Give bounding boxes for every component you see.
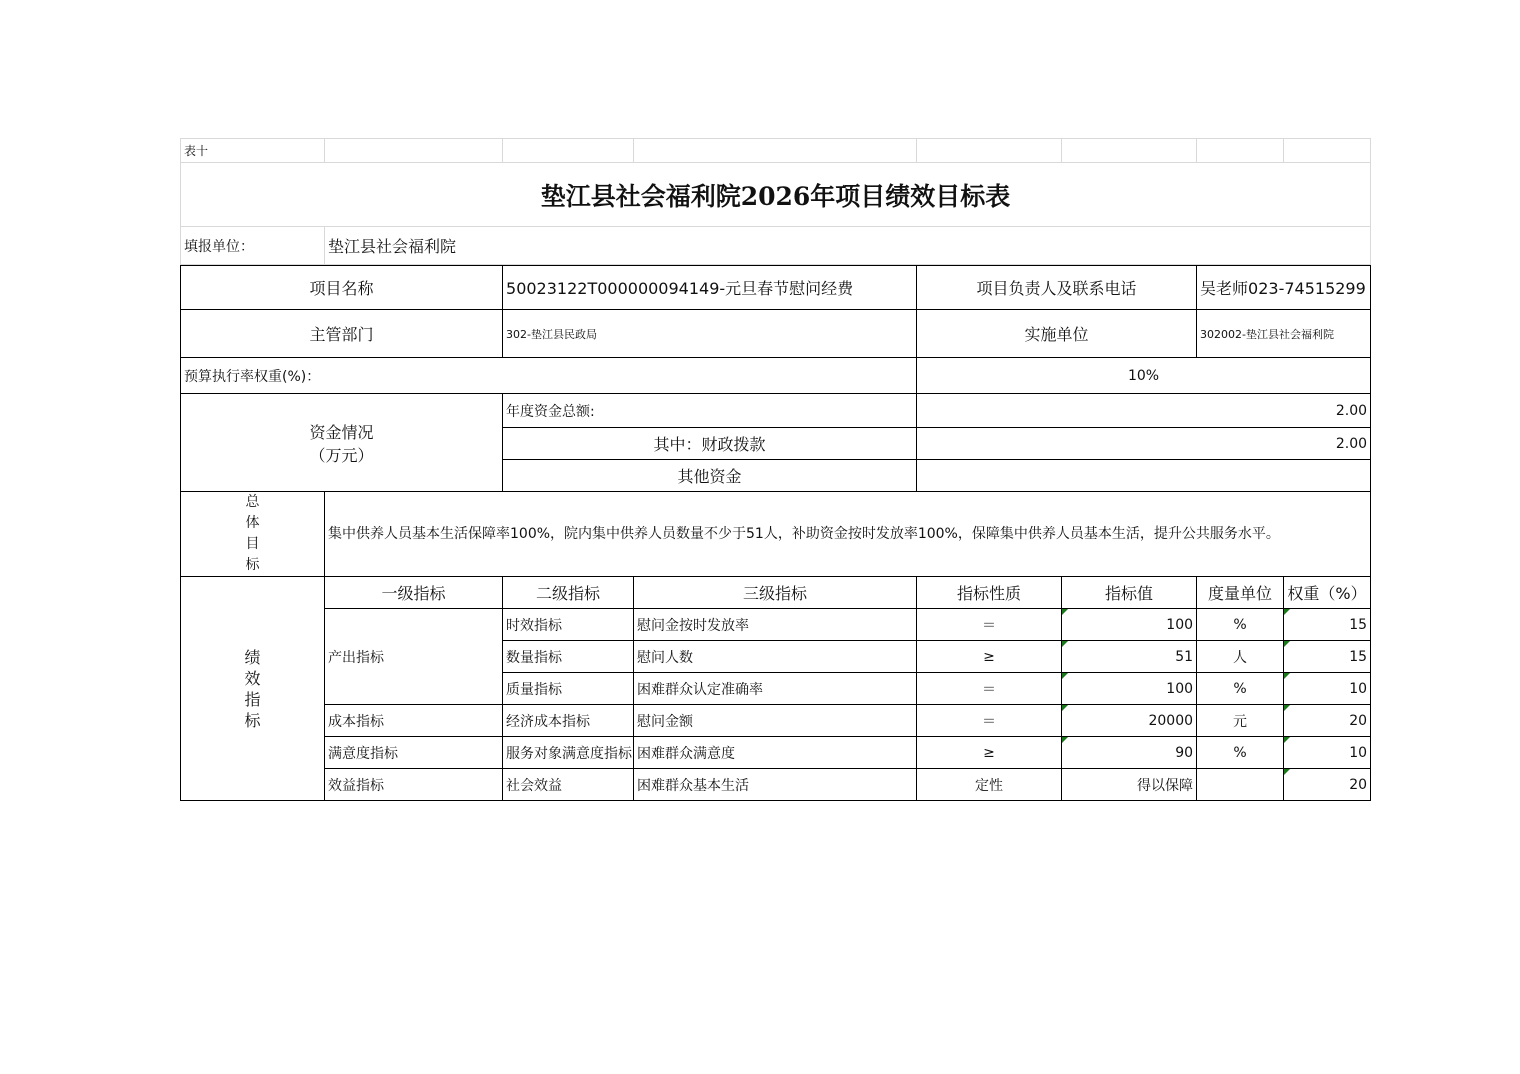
weight-cell: 20 [1284, 769, 1371, 801]
weight-cell: 10 [1284, 737, 1371, 769]
nature-cell: 定性 [917, 769, 1062, 801]
header-level2: 二级指标 [503, 577, 634, 609]
funds-label-line1: 资金情况 [309, 422, 374, 442]
weight-cell: 20 [1284, 705, 1371, 737]
impl-unit-label: 实施单位 [917, 310, 1197, 358]
funds-total-value: 2.00 [917, 394, 1371, 428]
indicators-section-label-text: 绩效指标 [244, 647, 261, 730]
weight-cell: 10 [1284, 673, 1371, 705]
project-contact-value: 吴老师023-74515299 [1197, 266, 1371, 310]
dept-label: 主管部门 [181, 310, 503, 358]
overall-goal-label [181, 492, 325, 577]
value-cell: 51 [1062, 641, 1197, 673]
funds-other-label: 其他资金 [503, 460, 917, 492]
funds-label-line2: （万元） [309, 445, 374, 465]
unit-cell [1197, 769, 1284, 801]
dept-value: 302-垫江县民政局 [503, 310, 917, 358]
level1-output: 产出指标 [325, 609, 503, 705]
header-weight: 权重（%） [1284, 577, 1371, 609]
unit-cell: % [1197, 673, 1284, 705]
nature-cell: ≥ [917, 737, 1062, 769]
sheet-label: 表十 [181, 139, 325, 163]
weight-cell: 15 [1284, 641, 1371, 673]
header-nature: 指标性质 [917, 577, 1062, 609]
fill-unit-label: 填报单位： [181, 227, 325, 265]
table-row [181, 737, 1371, 769]
value-cell: 20000 [1062, 705, 1197, 737]
header-level3: 三级指标 [634, 577, 917, 609]
table-row [181, 769, 1371, 801]
value-cell: 90 [1062, 737, 1197, 769]
nature-cell: ＝ [917, 673, 1062, 705]
table-row [181, 705, 1371, 737]
value-cell: 100 [1062, 673, 1197, 705]
overall-goal-label-text: 总体目标 [245, 494, 260, 573]
performance-target-table [180, 138, 1371, 265]
funds-total-label: 年度资金总额: [503, 394, 917, 428]
table-row [181, 609, 1371, 641]
funds-label [181, 394, 503, 492]
project-name-value: 50023122T000000094149-元旦春节慰问经费 [503, 266, 917, 310]
level1-cell: 满意度指标 [325, 737, 503, 769]
project-info-table [180, 265, 1371, 801]
indicators-section-label [181, 577, 325, 801]
budget-rate-value: 10% [917, 358, 1371, 394]
level2-cell: 质量指标 [503, 673, 634, 705]
nature-cell: ＝ [917, 609, 1062, 641]
level3-cell: 困难群众基本生活 [634, 769, 917, 801]
project-contact-label: 项目负责人及联系电话 [917, 266, 1197, 310]
level3-cell: 慰问金按时发放率 [634, 609, 917, 641]
header-level1: 一级指标 [325, 577, 503, 609]
unit-cell: % [1197, 737, 1284, 769]
level2-cell: 社会效益 [503, 769, 634, 801]
impl-unit-value: 302002-垫江县社会福利院 [1197, 310, 1371, 358]
overall-goal-text: 集中供养人员基本生活保障率100%，院内集中供养人员数量不少于51人，补助资金按时发放率100%，保障集中供养人员基本生活，提升公共服务水平。 [325, 492, 1371, 577]
level1-cell: 效益指标 [325, 769, 503, 801]
header-value: 指标值 [1062, 577, 1197, 609]
level3-cell: 困难群众满意度 [634, 737, 917, 769]
level3-cell: 慰问金额 [634, 705, 917, 737]
funds-fiscal-label: 其中：财政拨款 [503, 428, 917, 460]
funds-fiscal-value: 2.00 [917, 428, 1371, 460]
nature-cell: ＝ [917, 705, 1062, 737]
nature-cell: ≥ [917, 641, 1062, 673]
value-cell: 100 [1062, 609, 1197, 641]
unit-cell: 元 [1197, 705, 1284, 737]
level2-cell: 数量指标 [503, 641, 634, 673]
level2-cell: 时效指标 [503, 609, 634, 641]
budget-rate-label: 预算执行率权重(%)： [181, 358, 917, 394]
level2-cell: 服务对象满意度指标 [503, 737, 634, 769]
page-title: 垫江县社会福利院2026年项目绩效目标表 [181, 163, 1371, 227]
performance-target-sheet [180, 138, 1370, 801]
project-name-label: 项目名称 [181, 266, 503, 310]
level2-cell: 经济成本指标 [503, 705, 634, 737]
header-unit: 度量单位 [1197, 577, 1284, 609]
unit-cell: 人 [1197, 641, 1284, 673]
fill-unit-value: 垫江县社会福利院 [325, 227, 1371, 265]
level1-cell: 成本指标 [325, 705, 503, 737]
value-cell: 得以保障 [1062, 769, 1197, 801]
level3-cell: 慰问人数 [634, 641, 917, 673]
level3-cell: 困难群众认定准确率 [634, 673, 917, 705]
unit-cell: % [1197, 609, 1284, 641]
weight-cell: 15 [1284, 609, 1371, 641]
funds-other-value [917, 460, 1371, 492]
